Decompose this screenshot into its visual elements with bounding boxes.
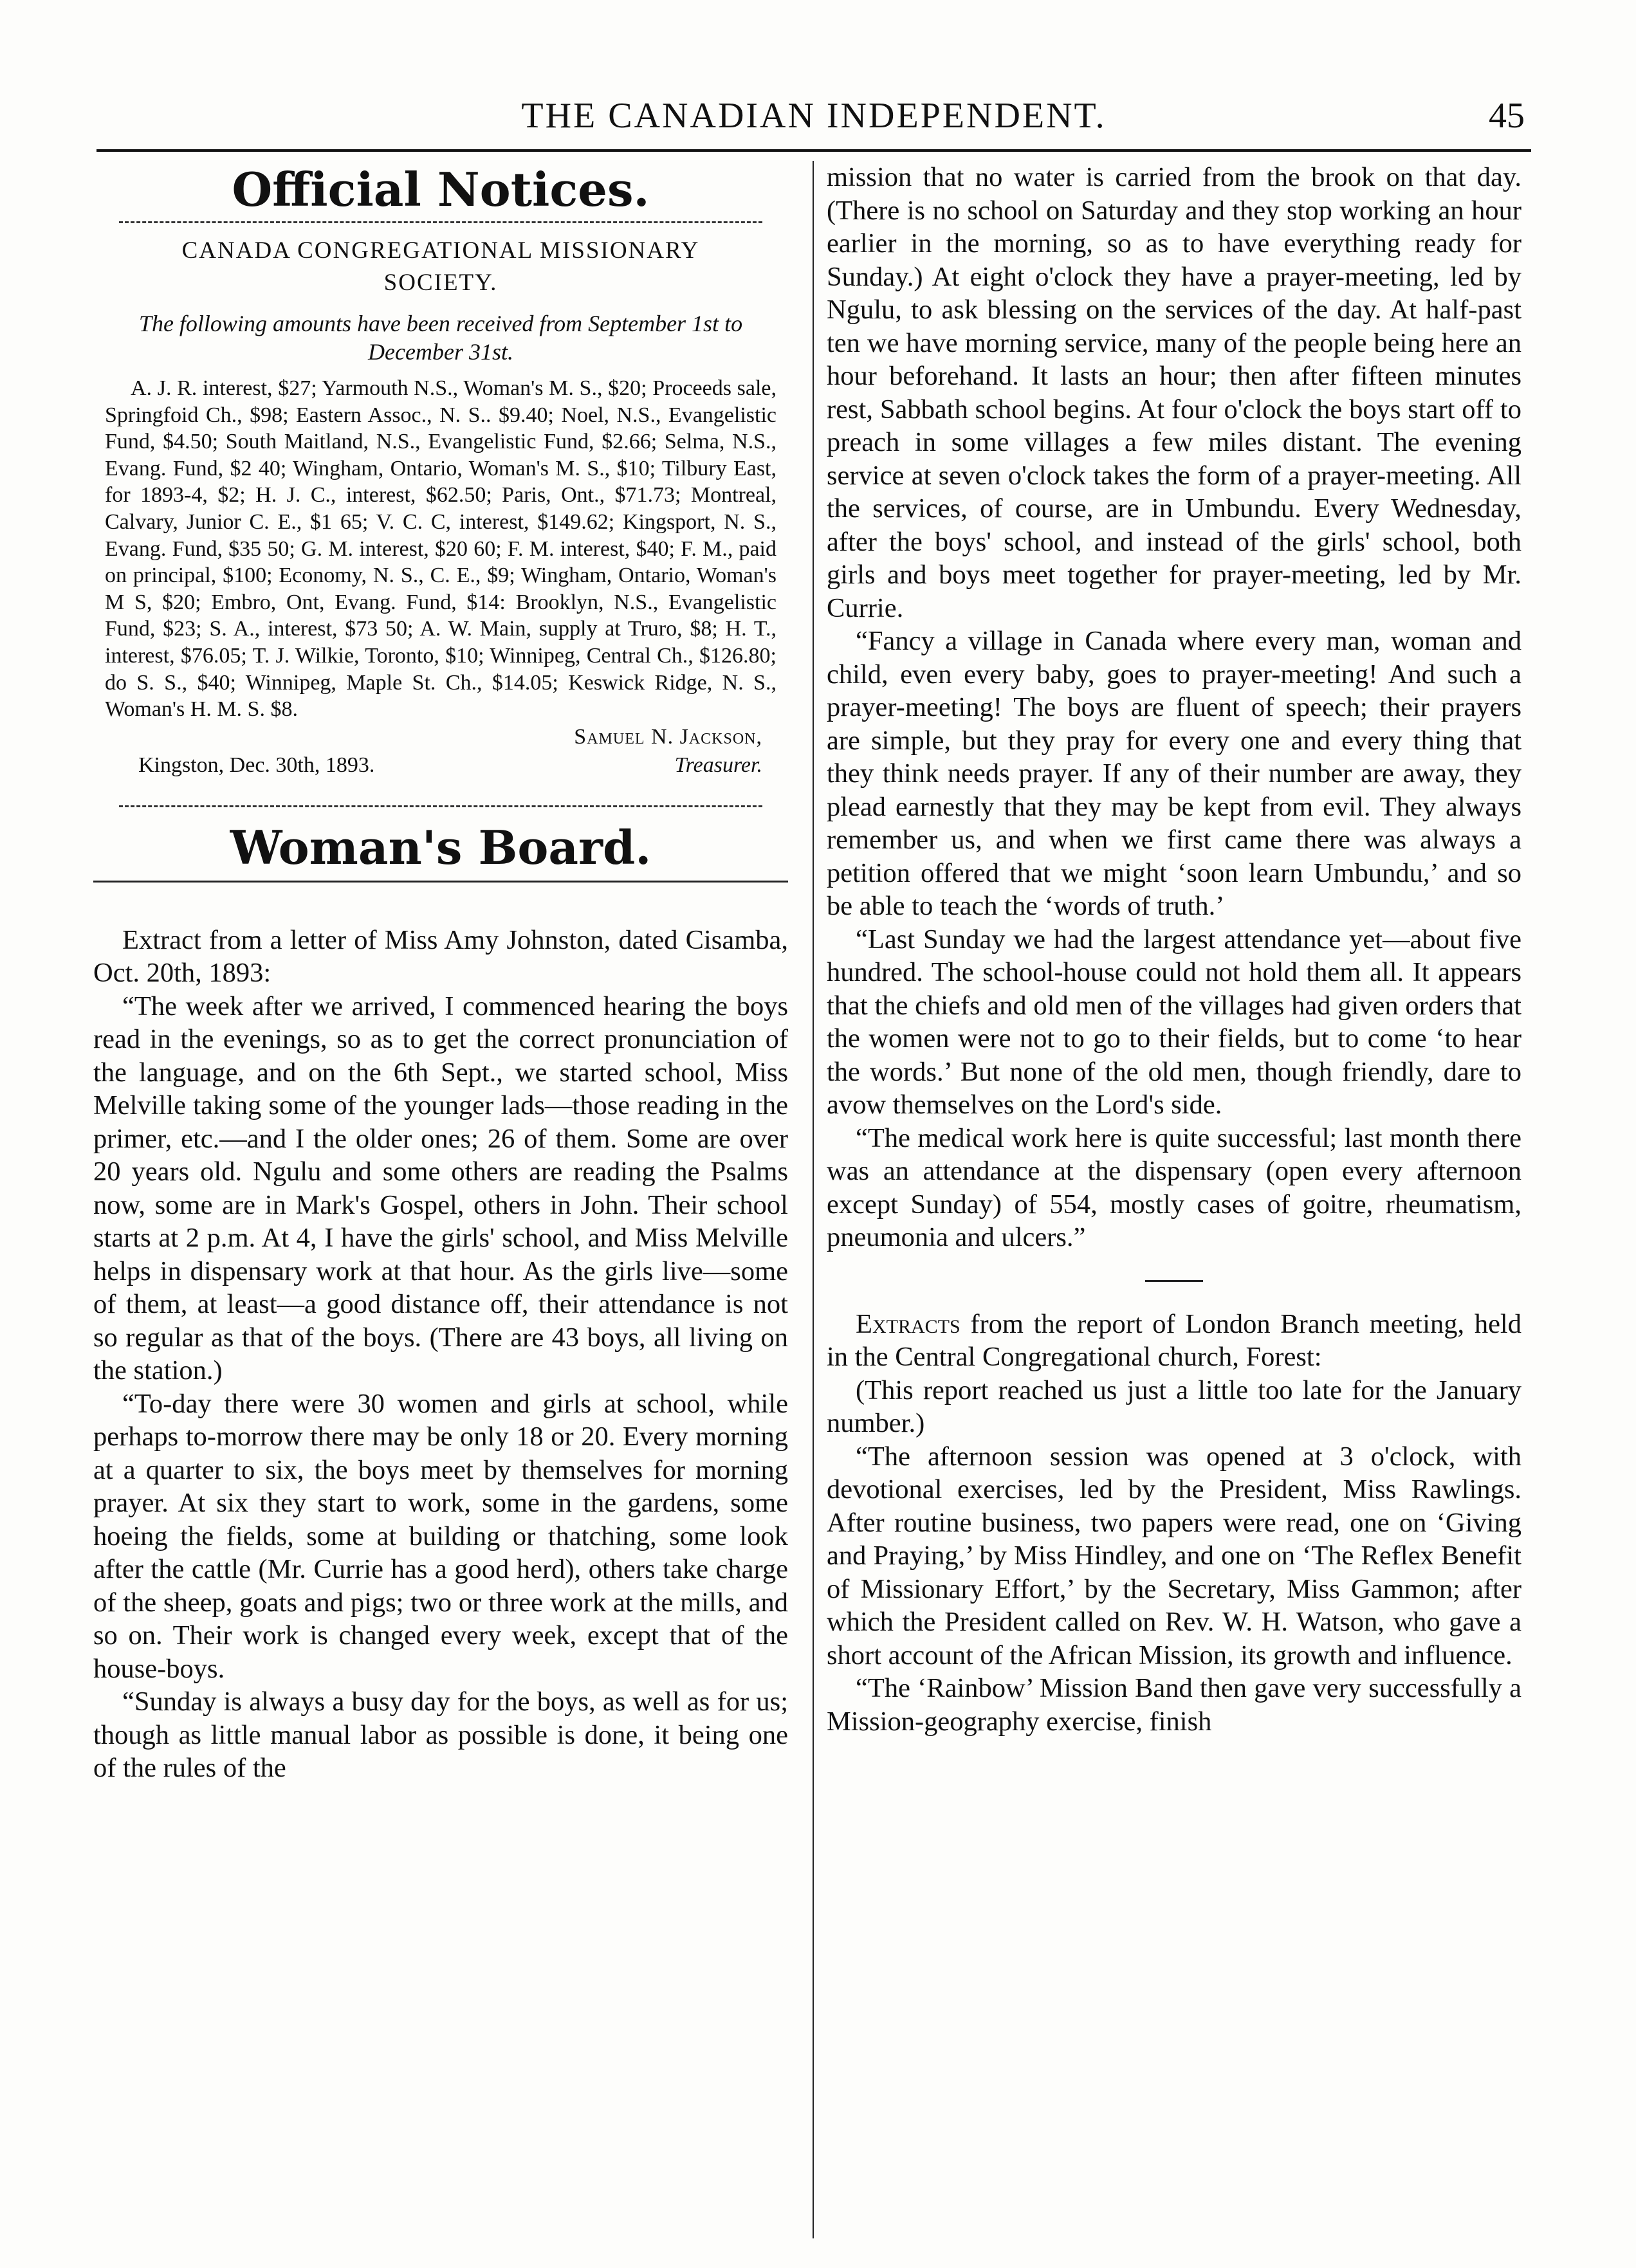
- signature-row: [106, 723, 775, 751]
- paragraph: Extract from a letter of Miss Amy Johnston, dated Cisamba, Oct. 20th, 1893:: [93, 924, 788, 989]
- column-divider: [813, 161, 814, 2238]
- society-title-line: SOCIETY.: [383, 270, 498, 296]
- paragraph: “Last Sunday we had the largest attendance yet—about five hundred. The school-house could not hold them all. It appears that the chiefs and old men of the villages had given orders that the women were not to go to their fields, but to come ‘to hear the words.’ But none of the old men, though friendly, dare to avow themselves on the Lord's side.: [827, 924, 1521, 1120]
- place-date: Kingston, Dec. 30th, 1893.: [138, 753, 375, 777]
- heading-rule: [93, 881, 788, 883]
- notice-intro: The following amounts have been received from September 1st to December 31st.: [138, 311, 743, 365]
- running-head: [97, 90, 1531, 148]
- paragraph: (This report reached us just a little too late for the January number.): [827, 1375, 1521, 1438]
- left-column: [93, 161, 788, 1785]
- womans-board-heading: Woman's Board.: [230, 819, 652, 875]
- section-rule: [1145, 1280, 1203, 1282]
- paragraph: “The week after we arrived, I commenced hearing the boys read in the evenings, so as to get the correct pronunciation of the language, and on the 6th Sept., we started school, Miss Melville taking some of the younger lads—those reading in the primer, etc.—and I the older ones; 26 of them. Some are over 20 years old. Ngulu and some others are reading the Psalms now, some are in Mark's Gospel, others in John. Their school starts at 2 p.m. At 4, I have the girls' school, and Miss Melville helps in dispensary work at that hour. As the girls live—some of them, at least—a good distance off, their attendance is not so regular as that of the boys. (There are 43 boys, all living on the station.): [93, 991, 788, 1386]
- paragraph: “The medical work here is quite successful; last month there was an attendance at the dispensary (open every afternoon except Sunday) of 554, mostly cases of goitre, rheumatism, pneumonia and ulcers.”: [827, 1122, 1521, 1252]
- paragraph: [827, 1308, 1521, 1374]
- header-rule: [97, 149, 1531, 152]
- society-title-line: CANADA CONGREGATIONAL MISSIONARY: [181, 237, 700, 264]
- extracts-text: from the report of London Branch meeting, held in the Central Congregational church, Forest:: [827, 1308, 1521, 1372]
- place-date-row: [106, 751, 775, 780]
- signatory-title: Treasurer.: [674, 753, 762, 777]
- page-number: 45: [1489, 96, 1525, 136]
- heading-rule: [119, 221, 762, 223]
- right-column: [827, 161, 1521, 1738]
- signatory-name: Samuel N. Jackson,: [574, 724, 762, 749]
- extracts-lead: Extracts: [856, 1308, 960, 1339]
- paragraph: “Sunday is always a busy day for the boys, as well as for us; though as little manual labor as possible is done, it being one of the rules of the: [93, 1687, 788, 1784]
- section-rule: [119, 805, 762, 807]
- paragraph: “To-day there were 30 women and girls at school, while perhaps to-morrow there may be only 18 or 20. Every morning at a quarter to six, the boys meet by themselves for morning prayer. At six they start to work, some in the gardens, some hoeing the fields, some at building or thatching, some look after the cattle (Mr. Currie has a good herd), others take charge of the sheep, goats and pigs; two or three work at the mills, and so on. Their work is changed every week, except that of the house-boys.: [93, 1388, 788, 1684]
- society-title: [93, 235, 788, 299]
- paragraph: “Fancy a village in Canada where every man, woman and child, even every baby, goes to prayer-meeting! And such a prayer-meeting! The boys are fluent of speech; their prayers are simple, but they pray for every one and every thing that they think needs prayer. If any of their number are away, they plead earnestly that they may be kept from evil. They always remember us, and when we first came there was always a petition offered that we might ‘soon learn Umbundu,’ and so be able to teach the ‘words of truth.’: [827, 626, 1521, 921]
- paragraph: mission that no water is carried from the brook on that day. (There is no school on Saturday and they stop working an hour earlier in the morning, so as to have everything ready for Sunday.) At eight o'clock they have a prayer-meeting, led by Ngulu, to ask blessing on the services of the day. At half-past ten we have morning service, many of the people being here an hour beforehand. It lasts an hour; then after fifteen minutes rest, Sabbath school begins. At four o'clock the boys start off to preach in some villages a few miles distant. The evening service at seven o'clock takes the form of a prayer-meeting. All the services, of course, are in Umbundu. Every Wednesday, after the boys' school, and instead of the girls' school, both girls and boys meet together for prayer-meeting, led by Mr. Currie.: [827, 162, 1521, 623]
- paragraph: “The afternoon session was opened at 3 o'clock, with devotional exercises, led by the President, Miss Rawlings. After routine business, two papers were read, one on ‘Giving and Praying,’ by Miss Hindley, and one on ‘The Reflex Benefit of Missionary Effort,’ by the Secretary, Miss Gammon; after which the President called on Rev. W. H. Watson, who gave a short account of the African Mission, its growth and influence.: [827, 1441, 1521, 1670]
- official-notices-heading: Official Notices.: [232, 162, 650, 217]
- paragraph: “The ‘Rainbow’ Mission Band then gave very successfully a Mission-geography exercise, finish: [827, 1673, 1521, 1737]
- journal-title: THE CANADIAN INDEPENDENT.: [521, 96, 1107, 136]
- receipts-list: A. J. R. interest, $27; Yarmouth N.S., Woman's M. S., $20; Proceeds sale, Springfoid Ch., $98; Eastern Assoc., N. S.. $9.40; Noel, N.S., Evangelistic Fund, $4.50; South Maitland, N.S., Evangelistic Fund, $2.66; Selma, N.S., Evang. Fund, $2 40; Wingham, Ontario, Woman's M. S., $10; Tilbury East, for 1893-4, $2; H. J. C., interest, $62.50; Paris, Ont., $71.73; Montreal, Calvary, Junior C. E., $1 65; V. C. C, interest, $149.62; Kingsport, N. S., Evang. Fund, $35 50; G. M. interest, $20 60; F. M. interest, $40; F. M., paid on principal, $100; Economy, N. S., C. E., $9; Wingham, Ontario, Woman's M S, $20; Embro, Ont, Evang. Fund, $14: Brooklyn, N.S., Evangelistic Fund, $23; S. A., interest, $73 50; A. W. Main, supply at Truro, $8; H. T., interest, $76.05; T. J. Wilkie, Toronto, $10; Winnipeg, Central Ch., $126.80; do S. S., $40; Winnipeg, Maple St. Ch., $14.05; Keswick Ridge, N. S., Woman's H. M. S. $8.: [105, 376, 777, 722]
